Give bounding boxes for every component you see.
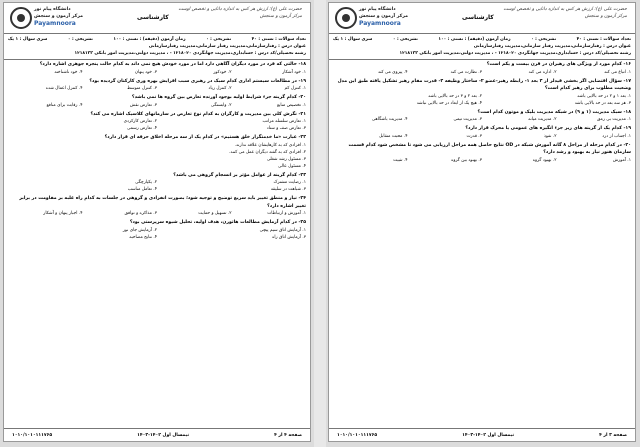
option: ۱. افرادی که به کارهایشان علاقه ندارند. — [234, 142, 306, 148]
motto-line: حضرت علی (ع): ارزش هر کس به اندازه دانایی و تخصص اوست — [178, 7, 302, 12]
option: ۱. رضایت مشترک — [273, 180, 306, 185]
option: ۳. شباهت در سلیقه — [270, 187, 306, 192]
page-number: صفحه ۴ از ۴ — [274, 432, 302, 438]
option: ۴. محبت متقابل — [378, 133, 408, 139]
header-motto — [178, 6, 302, 20]
option: ۴. خود ناشناخته — [54, 69, 83, 75]
course-title: عنوان درس : رفتارسازمانی،مدیریت رفتار سازمانی،مدیریت رفتارسازمانی — [473, 44, 631, 49]
question-item — [329, 108, 635, 125]
option: ۲. آزمایش جای نور — [122, 227, 157, 233]
university-block — [34, 6, 118, 27]
option: ۴. کنترل اعمال شده — [45, 86, 83, 91]
options — [8, 227, 306, 241]
option: ۲. نفوذ — [543, 133, 557, 139]
question-item — [329, 60, 635, 77]
option: ۱. تخصیص منابع — [276, 102, 306, 108]
essay-count: تشریحی : ۰ — [206, 37, 232, 42]
option: ۴. مدیریت باشگاهی — [371, 117, 408, 122]
option: ۱. کنترل کم — [284, 86, 306, 91]
option: ۳. هر سه بعد در حد بالایی باشد — [574, 100, 631, 106]
university-name: دانشگاه پیام نور — [34, 7, 71, 12]
option: ۱. اتباع می کند — [604, 69, 631, 75]
question-text: ۱۹- در مطالعات سیستم اداری کدام سبک در رهبری سبب افزایش بهره وری کارکنان گردیده بود؟ — [89, 78, 306, 84]
question-text: ۱۸- حالتی که فرد در مورد دیگران آگاهی دارد اما در مورد خودش هیچ نمی داند به کدام حالت پنجره جوهری اشاره دارد؟ — [39, 62, 306, 67]
option: ۱. بعد ۱ و ۲ در حد بالایی باشد — [577, 93, 631, 99]
question-text: ۲۰- کدام گزینه جزء شرایط اولیه بوجود آورنده تعارض بین گروه ها نمی باشد؟ — [131, 95, 306, 100]
option: ۴. تعامل مناسب — [127, 187, 157, 192]
semester: نیمسال اول ۱۴۰۲-۱۴۰۳ — [462, 432, 515, 438]
option: ۴. تثبیت — [393, 157, 408, 163]
motto-line: مرکز آزمون و سنجش — [584, 14, 627, 19]
question-item — [4, 60, 310, 77]
options — [8, 85, 306, 92]
university-sub: مرکز آزمون و سنجش — [34, 14, 83, 19]
option: ۲. بهبود گروه — [532, 157, 557, 163]
option: ۲. وابستگی — [210, 102, 232, 108]
question-text: ۲۰- در کدام مرحله از مراحل ۸ گانه آموزش شبکه در OD نتایج حاصل همه مراحل ارزیابی می شود تا مشخص شود کدام قسمت سازمان هنوز نیاز به بهبود و رشد دارد؟ — [348, 142, 631, 155]
page-number: صفحه ۳ از ۴ — [599, 432, 627, 438]
question-count: تعداد سوالات : تستی : ۴۰ — [576, 37, 631, 42]
exam-page-right — [328, 2, 636, 442]
semester: نیمسال اول ۱۴۰۲-۱۴۰۳ — [137, 432, 190, 438]
option: ۱. آموزش — [612, 157, 631, 163]
option: ۳. خود پنهان — [134, 69, 157, 75]
option: ۲. کنترل زیاد — [208, 86, 232, 91]
question-list — [329, 60, 635, 165]
question-item — [329, 77, 635, 108]
option: ۳. تعارض صف و ستاد — [266, 126, 306, 131]
exam-code: ۱۰۱۰/۱۰۱۰۱۱۱۷۶۵ — [337, 432, 378, 438]
question-text: ۱۶- کدام مورد از ویژگی های رهبران در قرن بیست و یکم است؟ — [486, 62, 631, 67]
motto-line: حضرت علی (ع): ارزش هر کس به اندازه دانایی و تخصص اوست — [503, 7, 627, 12]
question-item — [329, 124, 635, 141]
question-item — [4, 133, 310, 171]
option: ۱. آزمایش اتاق سیم پیچی — [259, 227, 306, 233]
level-label: کارشناسی — [137, 14, 169, 21]
option: ۱. اجتناب از درد — [602, 133, 631, 139]
motto-line: مرکز آزمون و سنجش — [259, 14, 302, 19]
options — [8, 102, 306, 109]
page-footer — [329, 428, 635, 441]
question-series: سری سوال : ۱ یک — [333, 37, 373, 42]
options — [333, 69, 631, 76]
option: ۳. قدرت — [466, 133, 482, 139]
question-item — [4, 93, 310, 110]
question-series: سری سوال : ۱ یک — [8, 37, 48, 42]
options — [8, 179, 306, 193]
page-header — [4, 3, 310, 34]
option: ۲. اداره می کند — [528, 69, 557, 75]
option: ۳. بهبود بین گروه — [451, 157, 482, 163]
option: ۳. مذاکره و توافق — [124, 211, 157, 216]
question-text: ۱۸- سبک مدیریت (۱ و ۹) در شبکه مدیریت بلیک و موتون کدام است؟ — [477, 109, 631, 115]
question-text: ۱۹- کدام یک از گزینه های زیر جزء انگیزه های عمومی یا محرک قرار دارد؟ — [465, 126, 631, 131]
option: ۳. مدیریت تیمی — [453, 117, 482, 122]
exam-page-left — [3, 2, 311, 442]
field-code: رشته تحصیلی/کد درس : حسابداری،مدیریت جهانگردی ۱۲۱۸۰۲۰ - ، مدیریت دولتی،مدیریت امور بانکی ۱۲۱۸۱۳۳ — [74, 51, 306, 56]
question-text: ۲۲- عبارت «ما خدمتگزار خلق هستیم» در کدام یک از سه مرحله اخلاق حرفه ای قرار دارد؟ — [104, 135, 306, 140]
option: ۴. اجبار پنهان و آشکار — [43, 211, 83, 216]
university-logo-icon — [335, 7, 357, 29]
university-block — [359, 6, 443, 27]
question-item — [4, 77, 310, 94]
options — [8, 69, 306, 76]
question-text: ۲۳- کدام گزینه از عوامل مؤثر بر انسجام گروهی می باشد؟ — [173, 172, 306, 178]
university-sub: مرکز آزمون و سنجش — [359, 14, 408, 19]
option: ۲. خودکور — [213, 69, 232, 75]
level-label: کارشناسی — [462, 14, 494, 21]
option: ۴. مسئول عالی — [278, 163, 306, 169]
options — [333, 116, 631, 123]
essay-time: تشریحی : ۰ — [392, 37, 418, 42]
question-item — [4, 110, 310, 134]
option: ۲. تسهیل و حمایت — [198, 211, 232, 216]
option: ۱. آموزش و ارتباطات — [267, 211, 306, 216]
options — [8, 210, 306, 217]
option: ۲. تعارض کارکردی — [123, 119, 157, 124]
option: ۱. مدیریت بی رمق — [596, 117, 631, 122]
question-item — [329, 141, 635, 165]
options — [8, 142, 306, 170]
brand-text: Payamnoora — [34, 20, 76, 27]
question-text: ۱۷- سؤال اقتضایی اگر بخشی فیدلر از ۳ بعد ۱- رابطه رهبر-عضو ۲- ساختار وظیفه ۳- قدرت مقام رهبر تشکیل یافته طبق این مدل وضعیت مطلوب برای رهبر کدام است؟ — [337, 78, 631, 91]
option: ۱. تعارض سلسله مراتب — [262, 119, 306, 124]
options — [333, 93, 631, 107]
option: ۲. بعد ۲ و ۳ در حد بالایی باشد — [428, 93, 482, 99]
options — [333, 157, 631, 164]
header-motto — [503, 6, 627, 20]
option: ۳. نظارت می کند — [450, 69, 482, 75]
question-text: ۲۱- نگرش کلی بین مدیریت و کارگران به کدام نوع تعارض در سازمانهای کلاسیک اشاره می کند؟ — [90, 111, 306, 117]
option: ۴. هیچ یک از ابعاد در حد بالایی نباشد — [416, 100, 482, 106]
exam-time: زمان آزمون (دقیقه) : تستی : ۱۰۰ — [113, 37, 186, 42]
options — [333, 133, 631, 140]
question-list — [4, 60, 310, 242]
page-gutter — [314, 0, 326, 447]
option: ۲. یکپارچگی — [135, 180, 157, 185]
option: ۴. رقابت برای منافع — [46, 102, 83, 108]
option: ۴. تعارض رسمی — [127, 126, 157, 131]
question-text: ۲۵- در کدام آزمایش مطالعات هاثورن، هدف اولیه، تحلیل شیوه سرپرستی بود؟ — [129, 220, 306, 225]
option: ۳. آزمایش اتاق راه — [272, 234, 306, 240]
exam-code: ۱۰۱۰/۱۰۱۰۱۱۱۷۶۵ — [12, 432, 53, 438]
course-title: عنوان درس : رفتارسازمانی،مدیریت رفتار سازمانی،مدیریت رفتارسازمانی — [148, 44, 306, 49]
option: ۲. افرادی که به گفته دیگران عمل می کنند. — [228, 149, 306, 155]
page-footer — [4, 428, 310, 441]
option: ۴. پیروی می کند — [377, 69, 408, 75]
field-code: رشته تحصیلی/کد درس : حسابداری،مدیریت جهانگردی ۱۲۱۸۰۲۰ - ، مدیریت دولتی،مدیریت امور بانکی ۱۲۱۸۱۳۳ — [399, 51, 631, 56]
option: ۴. نتایج مصاحبه — [129, 234, 157, 240]
question-count: تعداد سوالات : تستی : ۴۰ — [251, 37, 306, 42]
options — [8, 118, 306, 132]
page-header — [329, 3, 635, 34]
option: ۲. مدیریت میانه — [528, 117, 557, 122]
exam-info — [4, 34, 310, 60]
question-item — [4, 194, 310, 218]
option: ۳. کنترل متوسط — [126, 86, 157, 91]
option: ۳. تعارض نقش — [129, 102, 157, 108]
question-text: ۲۴- نیاز و منطق تغییر باید سریع توضیح و توجیه شود؛ بصورت انفرادی و گروهی در جلسات به کدام راه غلبه بر مقاومت در برابر تغییر اشاره دارد؟ — [19, 196, 306, 209]
question-item — [4, 171, 310, 195]
university-logo-icon — [10, 7, 32, 29]
brand-text: Payamnoora — [359, 20, 401, 27]
question-item — [4, 218, 310, 242]
university-name: دانشگاه پیام نور — [359, 7, 396, 12]
essay-count: تشریحی : ۰ — [531, 37, 557, 42]
essay-time: تشریحی : ۰ — [67, 37, 93, 42]
option: ۱. خود آشکار — [282, 69, 306, 75]
exam-info — [329, 34, 635, 60]
option: ۳. مسئول رشد شغلی — [266, 156, 306, 162]
exam-time: زمان آزمون (دقیقه) : تستی : ۱۰۰ — [438, 37, 511, 42]
